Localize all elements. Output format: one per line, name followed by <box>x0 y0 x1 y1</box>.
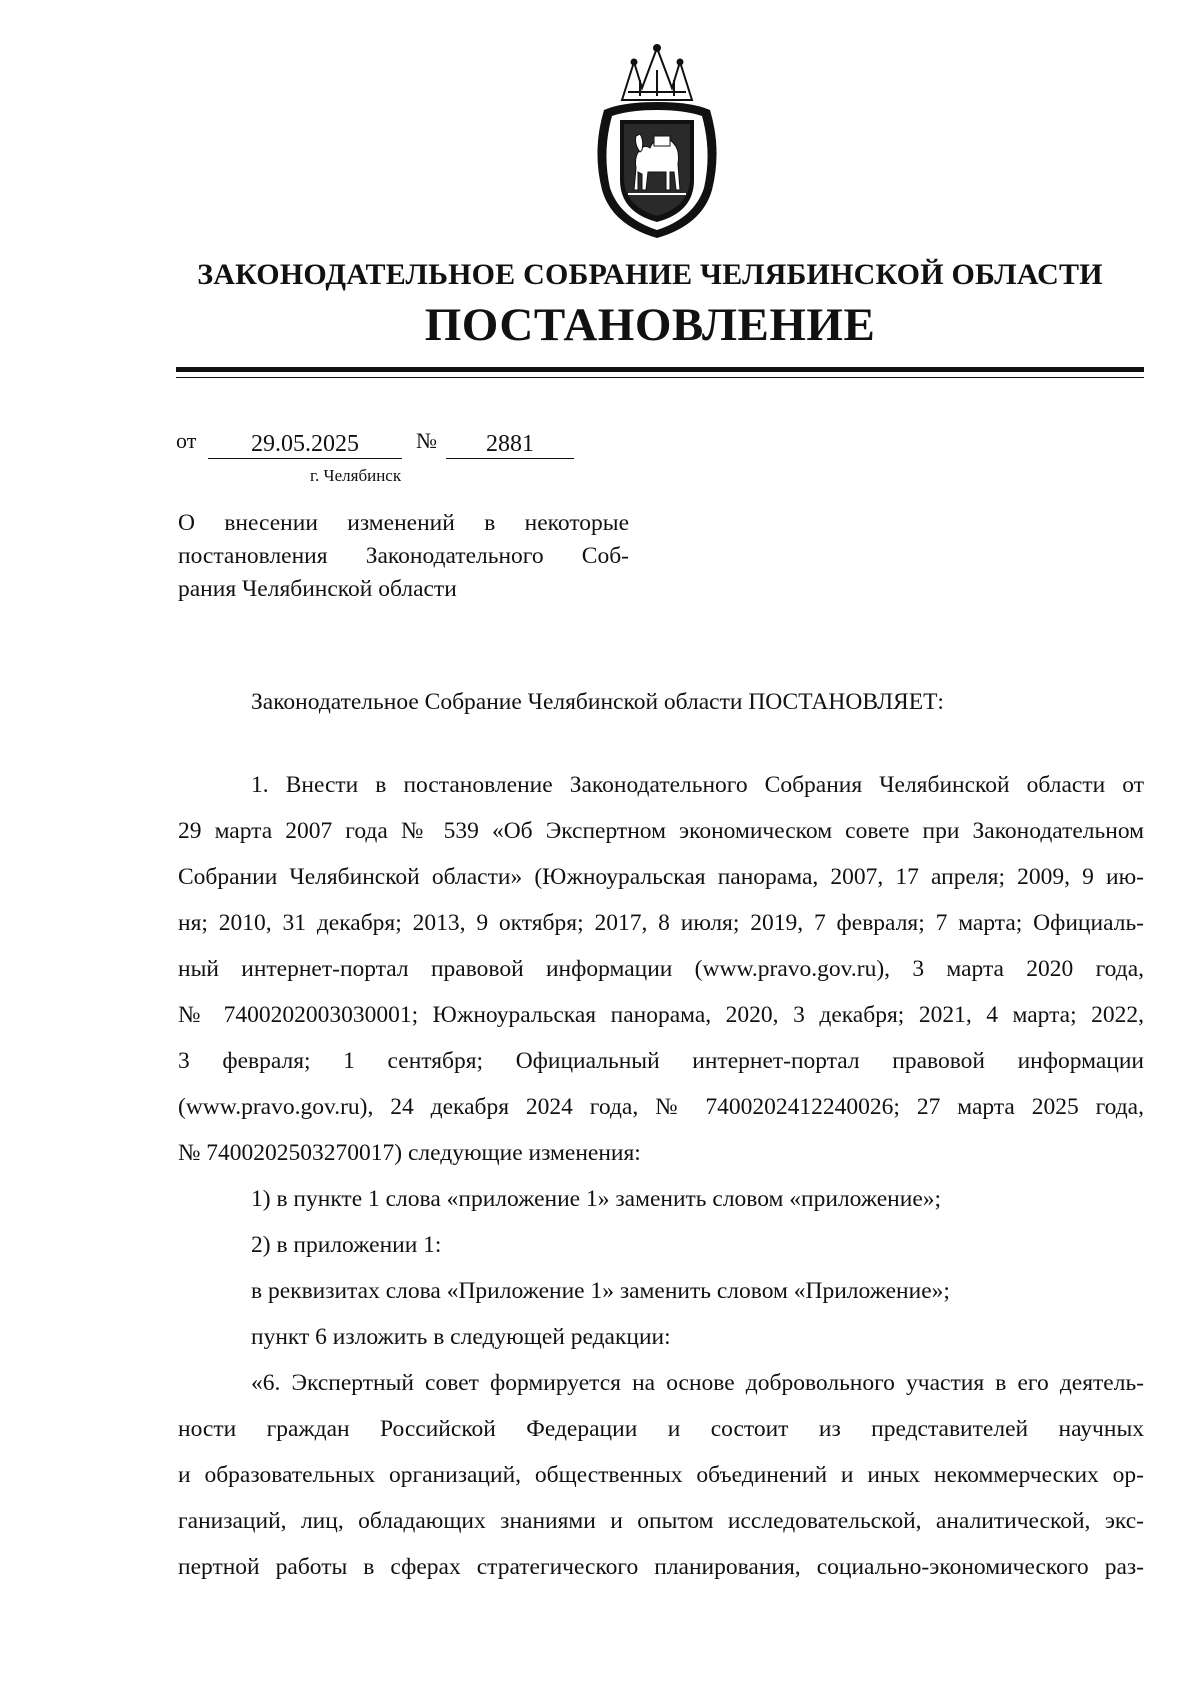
amendment-item: в реквизитах слова «Приложение 1» заменить словом «Приложение»; <box>251 1278 950 1304</box>
paragraph-line: «6. Экспертный совет формируется на основе добровольного участия в его деятель- <box>251 1370 1144 1396</box>
number-label: № <box>416 428 437 453</box>
paragraph-line: № 7400202003030001; Южноуральская панорама, 2020, 3 декабря; 2021, 4 марта; 2022, <box>178 1002 1144 1028</box>
resolution-intro: Законодательное Собрание Челябинской области ПОСТАНОВЛЯЕТ: <box>251 689 944 715</box>
paragraph-line: ня; 2010, 31 декабря; 2013, 9 октября; 2017, 8 июля; 2019, 7 февраля; 7 марта; Официаль- <box>178 910 1144 936</box>
document-subject <box>178 507 629 606</box>
header-rule-thick <box>176 367 1144 372</box>
city-label: г. Челябинск <box>310 466 402 485</box>
document-body <box>178 762 1144 1590</box>
amendment-item: 2) в приложении 1: <box>251 1232 442 1258</box>
subject-line: О внесении изменений в некоторые <box>178 510 629 536</box>
paragraph-line: ности граждан Российской Федерации и состоит из представителей научных <box>178 1416 1144 1442</box>
document-date: 29.05.2025 <box>208 430 402 459</box>
paragraph-line: ный интернет-портал правовой информации (www.pravo.gov.ru), 3 марта 2020 года, <box>178 956 1144 982</box>
document-type-title: ПОСТАНОВЛЕНИЕ <box>424 299 876 351</box>
amendment-item: пункт 6 изложить в следующей редакции: <box>251 1324 671 1350</box>
paragraph-line: 29 марта 2007 года № 539 «Об Экспертном экономическом совете при Законодательном <box>178 818 1144 844</box>
amendment-item: 1) в пункте 1 слова «приложение 1» заменить словом «приложение»; <box>251 1186 942 1212</box>
paragraph-line: 3 февраля; 1 сентября; Официальный интернет-портал правовой информации <box>178 1048 1144 1074</box>
organization-title: ЗАКОНОДАТЕЛЬНОЕ СОБРАНИЕ ЧЕЛЯБИНСКОЙ ОБЛАСТИ <box>197 258 1103 291</box>
coat-of-arms-emblem <box>582 40 732 240</box>
paragraph-line: ганизаций, лиц, обладающих знаниями и опытом исследовательской, аналитической, экс- <box>178 1508 1144 1534</box>
paragraph-line: пертной работы в сферах стратегического планирования, социально-экономического раз- <box>178 1554 1144 1580</box>
paragraph-line: (www.pravo.gov.ru), 24 декабря 2024 года, № 7400202412240026; 27 марта 2025 года, <box>178 1094 1144 1120</box>
paragraph-line: № 7400202503270017) следующие изменения: <box>178 1140 641 1166</box>
paragraph-line: и образовательных организаций, общественных объединений и иных некоммерческих ор- <box>178 1462 1144 1488</box>
paragraph-line: Собрании Челябинской области» (Южноуральская панорама, 2007, 17 апреля; 2009, 9 ию- <box>178 864 1144 890</box>
paragraph-line: 1. Внести в постановление Законодательного Собрания Челябинской области от <box>251 772 1144 798</box>
date-label: от <box>176 428 197 453</box>
subject-line: рания Челябинской области <box>178 576 457 602</box>
document-number: 2881 <box>446 430 574 459</box>
subject-line: постановления Законодательного Соб- <box>178 543 629 569</box>
header-rule-thin <box>176 377 1144 378</box>
